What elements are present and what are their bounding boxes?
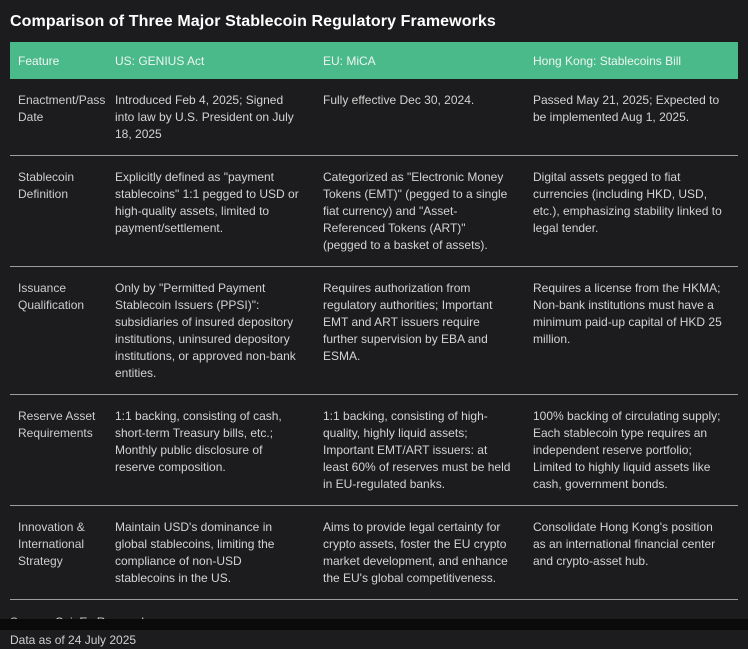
us-cell: Explicitly defined as "payment stablecoins" 1:1 pegged to USD or high-quality assets, limited to payment/settlement. xyxy=(107,156,315,267)
us-cell: Introduced Feb 4, 2025; Signed into law by U.S. President on July 18, 2025 xyxy=(107,79,315,156)
column-header-hong-kong-stablecoins-bill: Hong Kong: Stablecoins Bill xyxy=(525,42,738,79)
column-header-eu-mica: EU: MiCA xyxy=(315,42,525,79)
feature-cell: Reserve Asset Requirements xyxy=(10,395,107,506)
table-row xyxy=(10,506,738,600)
eu-cell: Fully effective Dec 30, 2024. xyxy=(315,79,525,156)
hk-cell: Consolidate Hong Kong's position as an international financial center and crypto-asset hub. xyxy=(525,506,738,600)
table-row xyxy=(10,79,738,156)
table-body xyxy=(10,79,738,600)
comparison-table xyxy=(10,42,738,600)
eu-cell: Requires authorization from regulatory authorities; Important EMT and ART issuers require further supervision by EBA and ESMA. xyxy=(315,267,525,395)
hk-cell: 100% backing of circulating supply; Each stablecoin type requires an independent reserve portfolio; Limited to highly liquid assets like cash, government bonds. xyxy=(525,395,738,506)
page-title: Comparison of Three Major Stablecoin Regulatory Frameworks xyxy=(10,13,496,30)
column-header-us-genius-act: US: GENIUS Act xyxy=(107,42,315,79)
us-cell: Maintain USD's dominance in global stablecoins, limiting the compliance of non-USD stablecoins in the US. xyxy=(107,506,315,600)
eu-cell: Categorized as "Electronic Money Tokens (EMT)" (pegged to a single fiat currency) and "Asset-Referenced Tokens (ART)" (pegged to a basket of assets). xyxy=(315,156,525,267)
hk-cell: Requires a license from the HKMA; Non-bank institutions must have a minimum paid-up capital of HKD 25 million. xyxy=(525,267,738,395)
table-header-row xyxy=(10,42,738,79)
feature-cell: Enactment/Pass Date xyxy=(10,79,107,156)
eu-cell: Aims to provide legal certainty for crypto assets, foster the EU crypto market development, and enhance the EU's global competitiveness. xyxy=(315,506,525,600)
hk-cell: Digital assets pegged to fiat currencies (including HKD, USD, etc.), emphasizing stability linked to legal tender. xyxy=(525,156,738,267)
column-header-feature: Feature xyxy=(10,42,107,79)
bottom-bar xyxy=(0,619,748,630)
table-row xyxy=(10,156,738,267)
feature-cell: Stablecoin Definition xyxy=(10,156,107,267)
feature-cell: Innovation & International Strategy xyxy=(10,506,107,600)
us-cell: Only by "Permitted Payment Stablecoin Issuers (PPSI)": subsidiaries of insured depository institutions, uninsured depository institutions, or approved non-bank entities. xyxy=(107,267,315,395)
hk-cell: Passed May 21, 2025; Expected to be implemented Aug 1, 2025. xyxy=(525,79,738,156)
table-row xyxy=(10,267,738,395)
table-row xyxy=(10,395,738,506)
feature-cell: Issuance Qualification xyxy=(10,267,107,395)
data-as-of-text: Data as of 24 July 2025 xyxy=(10,633,137,647)
us-cell: 1:1 backing, consisting of cash, short-term Treasury bills, etc.; Monthly public disclosure of reserve composition. xyxy=(107,395,315,506)
eu-cell: 1:1 backing, consisting of high-quality, highly liquid assets; Important EMT/ART issuers: at least 60% of reserves must be held in EU-regulated banks. xyxy=(315,395,525,506)
table-header xyxy=(10,42,738,79)
